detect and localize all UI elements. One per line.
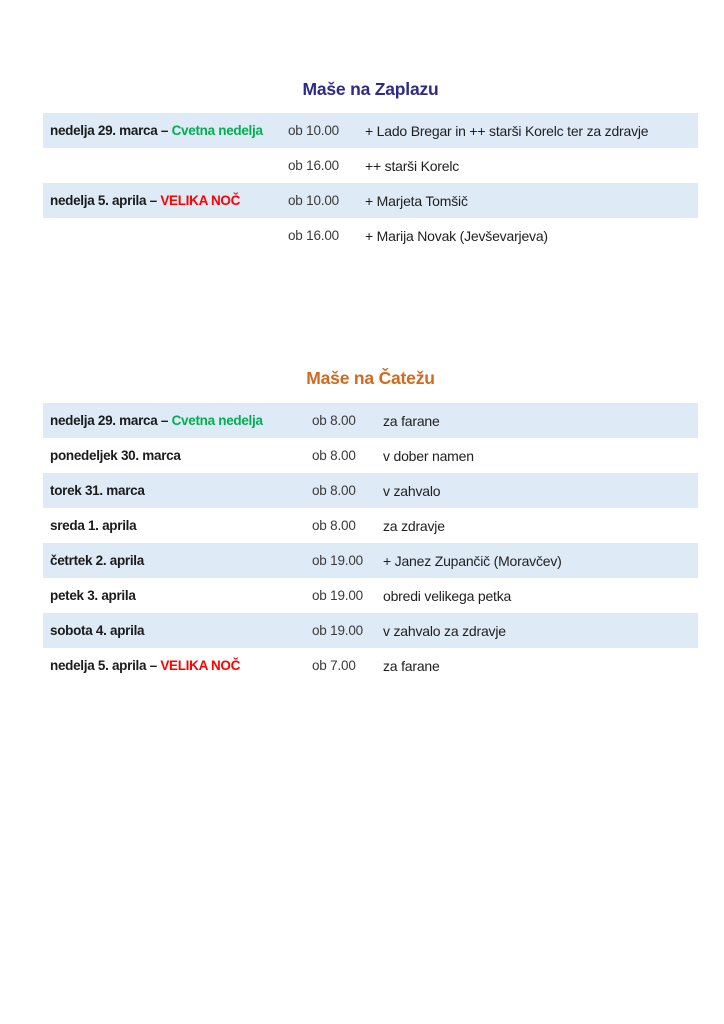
- intention-cell: + Marija Novak (Jevševarjeva): [365, 227, 548, 244]
- date-cell: [43, 483, 312, 498]
- time-cell: ob 10.00: [288, 193, 339, 208]
- intention-cell: za farane: [383, 657, 440, 674]
- table-row: [43, 148, 698, 183]
- date-text: sreda 1. aprila: [50, 518, 137, 533]
- table-row: [43, 403, 698, 438]
- date-cell: [43, 588, 312, 603]
- table-row: [43, 578, 698, 613]
- table-row: [43, 113, 698, 148]
- intention-cell: ++ starši Korelc: [365, 157, 460, 174]
- section-title-catez: Maše na Čatežu: [306, 368, 435, 388]
- date-text: nedelja 5. aprila –: [50, 193, 161, 208]
- feast-name: Cvetna nedelja: [171, 123, 263, 138]
- time-cell: ob 19.00: [312, 588, 363, 603]
- intention-cell: + Lado Bregar in ++ starši Korelc ter za zdravje: [365, 122, 649, 139]
- date-text: petek 3. aprila: [50, 588, 136, 603]
- date-cell: [43, 123, 288, 138]
- intention-cell: v dober namen: [383, 447, 474, 464]
- feast-name: VELIKA NOČ: [160, 658, 241, 673]
- intention-cell: za farane: [383, 412, 440, 429]
- table-row: [43, 438, 698, 473]
- date-text: nedelja 29. marca –: [50, 123, 172, 138]
- date-text: ponedeljek 30. marca: [50, 448, 181, 463]
- date-cell: [43, 413, 312, 428]
- table-row: [43, 473, 698, 508]
- time-cell: ob 19.00: [312, 623, 363, 638]
- section-title-zaplaz: Maše na Zaplazu: [302, 79, 439, 99]
- feast-name: VELIKA NOČ: [160, 193, 241, 208]
- date-text: sobota 4. aprila: [50, 623, 145, 638]
- intention-cell: v zahvalo: [383, 482, 441, 499]
- feast-name: Cvetna nedelja: [171, 413, 263, 428]
- date-text: nedelja 29. marca –: [50, 413, 172, 428]
- date-cell: [43, 193, 288, 208]
- date-cell: [43, 553, 312, 568]
- time-cell: ob 10.00: [288, 123, 339, 138]
- date-text: torek 31. marca: [50, 483, 145, 498]
- time-cell: ob 8.00: [312, 413, 356, 428]
- table-row: [43, 648, 698, 683]
- mass-table-catez: [43, 403, 698, 683]
- table-row: [43, 613, 698, 648]
- time-cell: ob 8.00: [312, 518, 356, 533]
- intention-cell: v zahvalo za zdravje: [383, 622, 506, 639]
- date-cell: [43, 623, 312, 638]
- date-text: nedelja 5. aprila –: [50, 658, 161, 673]
- date-text: četrtek 2. aprila: [50, 553, 144, 568]
- date-cell: [43, 518, 312, 533]
- intention-cell: obredi velikega petka: [383, 587, 512, 604]
- intention-cell: za zdravje: [383, 517, 445, 534]
- time-cell: ob 8.00: [312, 483, 356, 498]
- mass-table-zaplaz: [43, 113, 698, 253]
- intention-cell: + Janez Zupančič (Moravčev): [383, 552, 562, 569]
- table-row: [43, 508, 698, 543]
- date-cell: [43, 658, 312, 673]
- table-row: [43, 218, 698, 253]
- time-cell: ob 16.00: [288, 228, 339, 243]
- table-row: [43, 543, 698, 578]
- time-cell: ob 8.00: [312, 448, 356, 463]
- time-cell: ob 7.00: [312, 658, 356, 673]
- time-cell: ob 19.00: [312, 553, 363, 568]
- table-row: [43, 183, 698, 218]
- date-cell: [43, 448, 312, 463]
- intention-cell: + Marjeta Tomšič: [365, 192, 468, 209]
- time-cell: ob 16.00: [288, 158, 339, 173]
